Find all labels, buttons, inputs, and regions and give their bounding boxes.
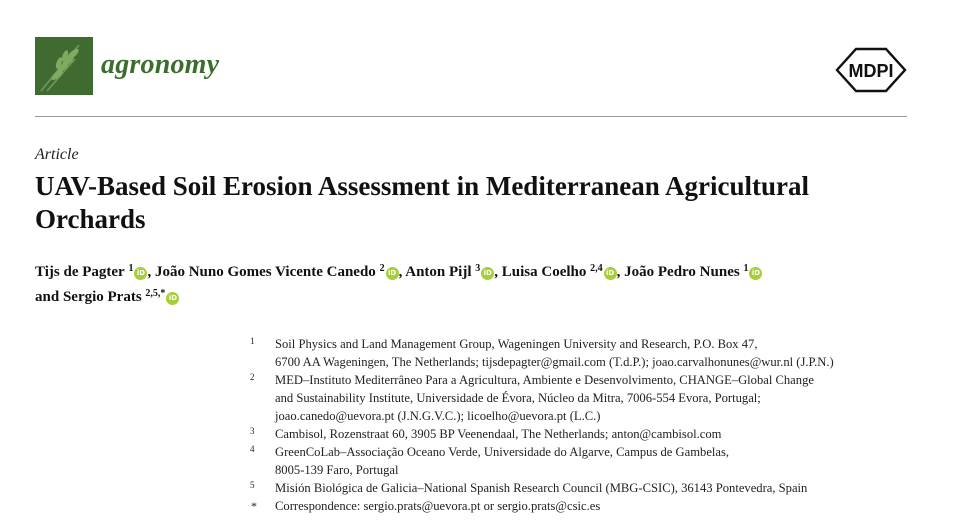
author-affiliation-ref: 2	[379, 263, 385, 274]
publisher-name: MDPI	[848, 61, 894, 81]
affiliation-line: Cambisol, Rozenstraat 60, 3905 BP Veenendaal, The Netherlands; anton@cambisol.com	[275, 427, 722, 441]
affiliation-number: 5	[250, 480, 255, 490]
affiliation-number: 1	[250, 336, 255, 346]
journal-logo-wheat-icon[interactable]	[35, 37, 93, 95]
affiliation-item	[250, 425, 930, 443]
correspondence-mark: *	[251, 499, 257, 513]
affiliation-line: MED–Instituto Mediterrâneo Para a Agricultura, Ambiente e Desenvolvimento, CHANGE–Global Change	[275, 373, 814, 387]
orcid-icon[interactable]: iD	[604, 267, 617, 280]
affiliation-number: 2	[250, 372, 255, 382]
orcid-icon[interactable]: iD	[166, 292, 179, 305]
author-name[interactable]: João Nuno Gomes Vicente Canedo	[154, 264, 376, 280]
article-title: UAV-Based Soil Erosion Assessment in Mediterranean Agricultural Orchards	[35, 171, 810, 234]
publisher-logo[interactable]	[835, 47, 907, 93]
affiliation-item	[250, 479, 930, 497]
author-affiliation-ref: 2,4	[590, 263, 603, 274]
correspondence-text: Correspondence: sergio.prats@uevora.pt or sergio.prats@csic.es	[275, 499, 601, 513]
author-affiliation-ref: 1	[128, 263, 134, 274]
journal-header	[35, 37, 907, 95]
header-divider	[35, 116, 907, 117]
affiliations-list	[250, 335, 930, 515]
affiliation-item	[250, 443, 930, 479]
author-name[interactable]: Sergio Prats	[62, 289, 142, 305]
author-name[interactable]: Anton Pijl	[405, 264, 472, 280]
affiliation-line: joao.canedo@uevora.pt (J.N.G.V.C.); licoelho@uevora.pt (L.C.)	[275, 409, 601, 423]
orcid-icon[interactable]: iD	[386, 267, 399, 280]
affiliation-item	[250, 371, 930, 425]
author-list: Tijs de Pagter $^1$ iD , João Nuno Gomes Vicente Canedo $^2$ iD , Anton Pijl $^3$ iD , Luisa Coelho $^{2,4}$ iD , João Pedro Nunes $^1$ iD and Sergio Prats $^{2,5,*}$ iD	[35, 258, 915, 308]
author-affiliation-ref: 3	[475, 263, 481, 274]
affiliation-line: and Sustainability Institute, Universidade de Évora, Núcleo da Mitra, 7006-554 Evora, Portugal;	[275, 391, 761, 405]
affiliation-line: Misión Biológica de Galicia–National Spanish Research Council (MBG-CSIC), 36143 Pontevedra, Spain	[275, 481, 808, 495]
author-affiliation-ref: 2,5,*	[145, 288, 166, 299]
author-affiliation-ref: 1	[743, 263, 749, 274]
author-name[interactable]: João Pedro Nunes	[624, 264, 740, 280]
journal-name[interactable]: agronomy	[101, 49, 220, 80]
orcid-icon[interactable]: iD	[481, 267, 494, 280]
affiliation-line: GreenCoLab–Associação Oceano Verde, Universidade do Algarve, Campus de Gambelas,	[275, 445, 730, 459]
affiliation-line: 8005-139 Faro, Portugal	[275, 463, 399, 477]
correspondence-item	[250, 497, 930, 515]
affiliation-line: Soil Physics and Land Management Group, Wageningen University and Research, P.O. Box 47,	[275, 337, 758, 351]
affiliation-number: 3	[250, 426, 255, 436]
author-name[interactable]: Luisa Coelho	[501, 264, 587, 280]
affiliation-item	[250, 335, 930, 371]
affiliation-number: 4	[250, 444, 255, 454]
orcid-icon[interactable]: iD	[749, 267, 762, 280]
affiliation-line: 6700 AA Wageningen, The Netherlands; tijsdepagter@gmail.com (T.d.P.); joao.carvalhonunes@wur.nl (J.P.N.)	[275, 355, 834, 369]
article-type: Article	[35, 146, 79, 163]
author-name[interactable]: Tijs de Pagter	[35, 264, 125, 280]
orcid-icon[interactable]: iD	[134, 267, 147, 280]
